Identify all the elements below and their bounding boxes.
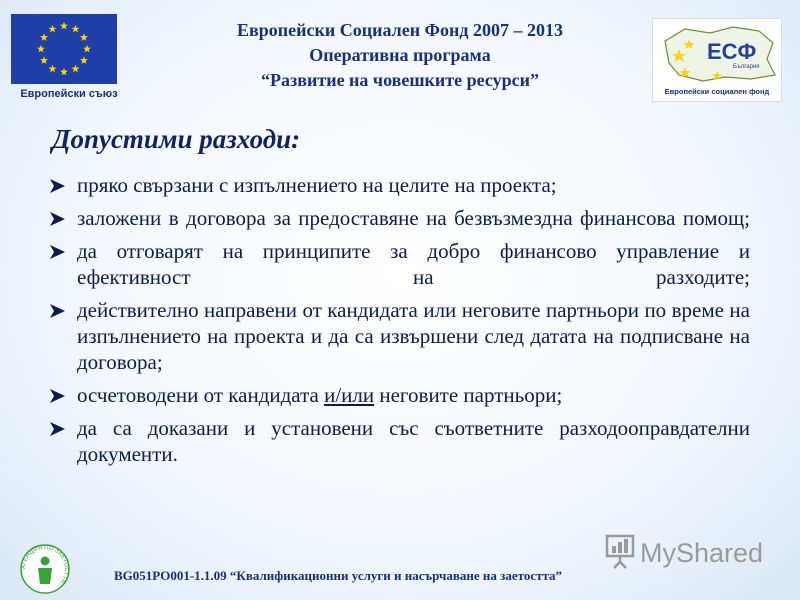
program-header <box>160 18 640 93</box>
list-item <box>50 238 750 290</box>
esf-logo-caption: Европейски социален фонд <box>664 87 770 96</box>
arrow-bullet-icon <box>50 245 65 259</box>
list-item-text: да са доказани и установени със съответните разходооправдателни документи. <box>77 416 750 466</box>
header-line-3: “Развитие на човешките ресурси” <box>261 70 539 90</box>
eu-logo-caption: Европейски съюз <box>20 88 118 100</box>
employment-agency-icon <box>18 542 72 596</box>
list-item-underlined-text: и/или <box>324 383 375 407</box>
arrow-bullet-icon <box>50 212 65 226</box>
esf-logo <box>652 18 782 102</box>
list-item <box>50 415 750 467</box>
esf-bulgaria-map-icon <box>655 19 779 85</box>
eu-logo <box>20 10 126 100</box>
eligible-costs-list <box>50 172 750 474</box>
arrow-bullet-icon <box>50 422 65 436</box>
header-line-1: Европейски Социален Фонд 2007 – 2013 <box>237 20 563 40</box>
watermark-text: MyShared <box>640 538 764 568</box>
project-footer: BG051PO001-1.1.09 “Квалификационни услуги и насърчаване на заетостта” <box>114 568 563 583</box>
list-item <box>50 297 750 375</box>
esf-logo-subtext: България <box>733 64 760 70</box>
list-item-text: осчетоводени от кандидата <box>77 383 325 407</box>
list-item-text: заложени в договора за предоставяне на безвъзмездна финансова помощ; <box>77 206 750 230</box>
list-item <box>50 382 750 408</box>
eu-flag-icon <box>11 14 117 84</box>
list-item-text: да отговарят на принципите за добро финансово управление и ефективност на разходите; <box>77 239 750 289</box>
list-item-text: пряко свързани с изпълнението на целите на проекта; <box>77 173 557 197</box>
esf-logo-text: ЕСФ <box>707 39 757 64</box>
watermark <box>604 534 772 574</box>
arrow-bullet-icon <box>50 389 65 403</box>
arrow-bullet-icon <box>50 304 65 318</box>
list-item <box>50 172 750 198</box>
list-item-text: действително направени от кандидата или неговите партньори по време на изпълнението на проекта и да са извършени след датата на подписване на договора; <box>77 298 750 374</box>
presentation-board-icon <box>604 534 638 570</box>
footer-logo-ring-text: АГЕНЦИЯ ПО ЗАЕТОСТТА <box>20 544 70 584</box>
list-item-text: неговите партньори; <box>374 383 563 407</box>
arrow-bullet-icon <box>50 179 65 193</box>
slide-title: Допустими разходи: <box>52 124 301 154</box>
header-line-2: Оперативна програма <box>309 45 491 65</box>
list-item <box>50 205 750 231</box>
